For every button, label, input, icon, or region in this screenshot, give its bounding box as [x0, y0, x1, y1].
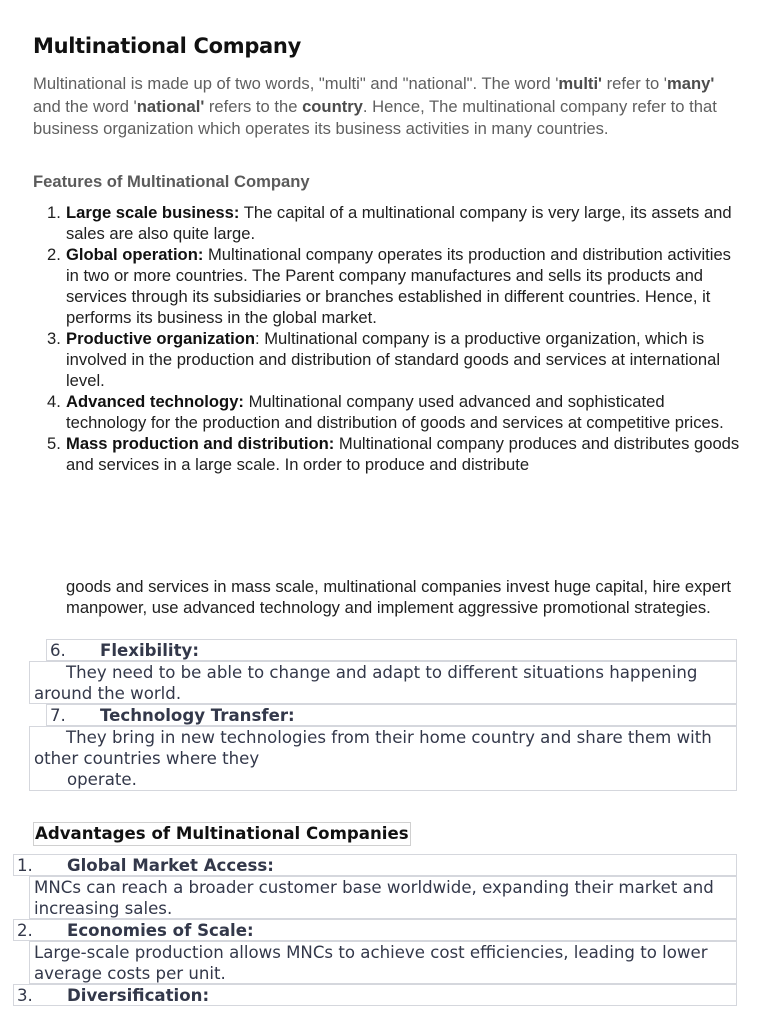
feature-6-title-row [46, 639, 737, 661]
feature-5-continued: goods and services in mass scale, multinational companies invest huge capital, hire expert manpower, use advanced technology and implement aggressive promotional strategies. [66, 577, 732, 617]
feature-item [33, 244, 745, 328]
feature-item [33, 391, 745, 433]
feature-7-number: 7. [50, 705, 66, 725]
intro-text: Multinational is made up of two words, "multi" and "national". The word ' [33, 74, 559, 93]
intro-text: . Hence, The multinational company refer to that business organization which operates its business activities in many countries. [33, 96, 717, 139]
feature-term: Advanced technology: [66, 392, 244, 411]
feature-7-title-row [46, 704, 737, 726]
intro-text: and the word ' [33, 96, 137, 116]
advantage-2-body-box [29, 941, 737, 984]
feature-term: Mass production and distribution: [66, 434, 335, 453]
feature-6-body: They need to be able to change and adapt to different situations happening around the world. [34, 663, 698, 703]
feature-number: 2. [47, 245, 61, 264]
feature-7-body-line1: They bring in new technologies from their home country and share them with other countries where they [34, 728, 712, 768]
advantage-2-title-row [13, 919, 737, 941]
feature-term: Global operation: [66, 245, 204, 264]
advantage-1-title: Global Market Access: [67, 855, 274, 875]
advantage-2-body: Large-scale production allows MNCs to achieve cost efficiencies, leading to lower average costs per unit. [34, 943, 708, 983]
intro-bold-country: country [302, 96, 363, 116]
feature-6-title: Flexibility: [100, 640, 199, 660]
feature-number: 5. [47, 434, 61, 453]
feature-term: Productive organization [66, 329, 256, 348]
intro-bold-national: national' [136, 96, 205, 116]
feature-7-body-box [29, 726, 737, 791]
advantage-3-title: Diversification: [67, 985, 210, 1005]
features-list [33, 202, 745, 475]
feature-term: Large scale business: [66, 203, 240, 222]
feature-6-number: 6. [50, 640, 66, 660]
feature-text: Multinational company used advanced and sophisticated technology for the production and distribution of goods and services at competitive prices. [66, 392, 724, 432]
document-title: Multinational Company [33, 34, 301, 58]
feature-text: Multinational company produces and distributes goods and services in a large scale. In order to produce and distribute [66, 434, 740, 474]
advantage-3-number: 3. [17, 985, 33, 1005]
advantage-2-title: Economies of Scale: [67, 920, 254, 940]
advantage-1-body-box [29, 876, 737, 919]
feature-number: 1. [47, 203, 61, 222]
advantage-1-title-row [13, 854, 737, 876]
advantage-1-body: MNCs can reach a broader customer base worldwide, expanding their market and increasing sales. [34, 878, 714, 918]
advantages-heading: Advantages of Multinational Companies [33, 822, 411, 846]
advantage-3-title-row [13, 984, 737, 1006]
feature-text: The capital of a multinational company is very large, its assets and sales are also quite large. [66, 203, 732, 243]
feature-7-body-line2: operate. [67, 770, 137, 789]
feature-number: 3. [47, 329, 61, 348]
intro-text: refer to ' [602, 74, 667, 93]
feature-6-body-box [29, 661, 737, 704]
feature-number: 4. [47, 392, 61, 411]
advantage-2-number: 2. [17, 920, 33, 940]
feature-7-title: Technology Transfer: [100, 705, 295, 725]
feature-item [33, 433, 745, 475]
intro-bold-many: many' [666, 74, 715, 93]
features-heading: Features of Multinational Company [33, 172, 310, 191]
advantage-1-number: 1. [17, 855, 33, 875]
feature-text: : Multinational company is a productive organization, which is involved in the production and distribution of standard goods and services at international level. [66, 329, 721, 390]
intro-bold-multi: multi' [558, 74, 603, 93]
intro-paragraph [33, 73, 745, 141]
feature-text: Multinational company operates its production and distribution activities in two or more countries. The Parent company manufactures and sells its products and services through its subsidiaries or branches established in different countries. Hence, it performs its business in the global market. [66, 245, 731, 327]
feature-item [33, 202, 745, 244]
feature-item [33, 328, 745, 391]
intro-text: refers to the [204, 96, 303, 116]
